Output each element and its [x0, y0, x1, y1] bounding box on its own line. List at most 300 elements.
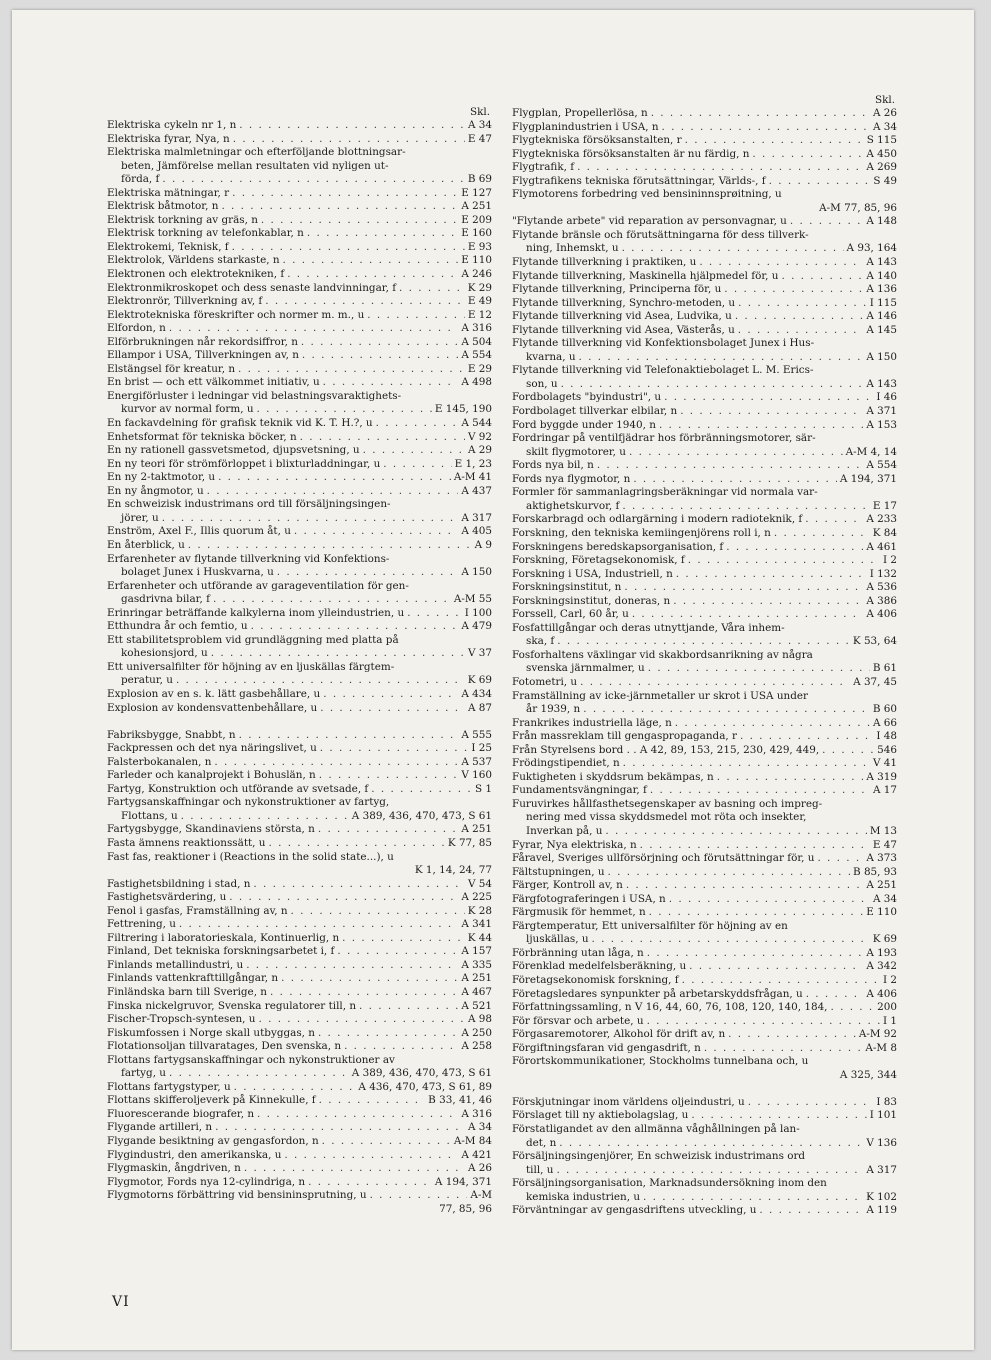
page-reference: V 92 — [467, 430, 492, 443]
entry-line — [512, 635, 897, 649]
entry-line — [512, 717, 897, 731]
index-entry — [107, 607, 492, 621]
entry-line — [107, 729, 492, 743]
entry-text: Ellampor i USA, Tillverkningen av, n — [107, 349, 299, 362]
index-entry — [107, 851, 492, 865]
page-reference: M 13 — [869, 824, 897, 837]
dot-leader — [367, 309, 465, 323]
dot-leader — [651, 107, 870, 121]
page-reference: A 269 — [866, 161, 897, 174]
entry-line — [107, 986, 492, 1000]
index-entry — [512, 920, 897, 947]
page-reference: I 100 — [464, 606, 492, 619]
entry-line — [107, 647, 492, 661]
entry-text: Förortskommunikationer, Stockholms tunnelbana och, u — [512, 1055, 809, 1068]
entry-text: Filtrering i laboratorieskala, Kontinuerlig, n — [107, 931, 340, 944]
dot-leader — [320, 742, 469, 756]
entry-line — [512, 107, 897, 121]
dot-leader — [806, 988, 864, 1002]
index-entry — [107, 390, 492, 417]
entry-line — [512, 866, 897, 880]
entry-text: Flygtekniska försöksanstalten är nu färdig, n — [512, 147, 750, 160]
index-entry — [107, 444, 492, 458]
page-reference: A 98 — [467, 1013, 492, 1026]
entry-line — [512, 676, 897, 690]
entry-text: Fosforhaltens växlingar vid skakbordsanrikning av några — [512, 648, 813, 661]
entry-line — [512, 1137, 897, 1151]
dot-leader — [629, 446, 843, 460]
index-entry — [107, 891, 492, 905]
dot-leader — [774, 527, 870, 541]
dot-leader — [265, 295, 465, 309]
index-entry — [512, 649, 897, 676]
entry-line — [107, 403, 492, 417]
page-reference: A-M — [470, 1189, 492, 1202]
dot-leader — [740, 730, 873, 744]
entry-text: Finländska barn till Sverige, n — [107, 986, 267, 998]
index-entry — [512, 310, 897, 324]
page-reference: A 341 — [461, 918, 492, 931]
page-reference: E 49 — [467, 295, 492, 308]
dot-leader — [188, 539, 472, 553]
entry-text: Etthundra år och femtio, u — [107, 620, 248, 633]
dot-leader — [221, 200, 458, 214]
dot-leader — [649, 906, 864, 920]
entry-line — [512, 256, 897, 270]
entry-text: Fotometri, u — [512, 675, 578, 688]
entry-line — [512, 486, 897, 500]
entry-text: Elektrisk båtmotor, n — [107, 200, 219, 213]
entry-line — [107, 282, 492, 296]
entry-text: Finland, Det tekniska forskningsarbetet i, f — [107, 945, 335, 958]
index-entry — [107, 837, 492, 851]
page-reference: I 1 — [882, 1014, 897, 1027]
entry-text: Fenol i gasfas, Framställning av, n — [107, 904, 288, 917]
entry-text: Falsterbokanalen, n — [107, 755, 212, 768]
entry-text: Försäljningsorganisation, Marknadsundersökning inom den — [512, 1177, 827, 1190]
dot-leader — [323, 688, 458, 702]
entry-text: Fastighetsbildning i stad, n — [107, 877, 251, 890]
page-reference: K 28 — [467, 904, 492, 917]
entry-text: Erinringar beträffande kalkylerna inom ylleindustrien, u — [107, 606, 405, 619]
page-reference: A 9 — [474, 538, 492, 551]
dot-leader — [676, 568, 867, 582]
index-entry — [107, 1000, 492, 1014]
page-reference: E 12 — [467, 308, 492, 321]
entry-text: Från Styrelsens bord . . A 42, 89, 153, 215, 230, 429, 449, — [512, 743, 820, 756]
page-reference: A 325, 344 — [839, 1068, 897, 1081]
entry-line — [512, 690, 897, 704]
entry-text: Flytande tillverkning, Principerna för, u — [512, 283, 722, 296]
entry-line — [107, 336, 492, 350]
section-gap — [512, 1082, 897, 1096]
page-reference: A 250 — [461, 1026, 492, 1039]
index-entry — [107, 1040, 492, 1054]
page-reference: A 544 — [461, 417, 492, 430]
index-entry — [512, 1015, 897, 1029]
entry-line — [512, 554, 897, 568]
entry-line — [107, 525, 492, 539]
entry-text: Flytande tillverkning, Maskinella hjälpmedel för, u — [512, 269, 779, 282]
entry-text: Ett universalfilter för höjning av en ljuskällas färgtem- — [107, 660, 395, 673]
page-reference: A 316 — [461, 322, 492, 335]
index-entry — [512, 1150, 897, 1177]
page-reference: V 41 — [872, 757, 897, 770]
entry-text: Flygande besiktning av gengasfordon, n — [107, 1135, 319, 1148]
index-entry — [107, 932, 492, 946]
index-entry — [107, 1027, 492, 1041]
entry-line — [107, 566, 492, 580]
index-entry — [512, 1123, 897, 1150]
page-reference: A 119 — [866, 1204, 897, 1217]
entry-line — [107, 187, 492, 201]
page-reference: A 504 — [461, 335, 492, 348]
page-reference: A 258 — [461, 1040, 492, 1053]
index-entry — [512, 1042, 897, 1056]
index-entry — [107, 336, 492, 350]
dot-leader — [308, 1176, 432, 1190]
page-reference: E 47 — [467, 132, 492, 145]
entry-text: Flygindustri, den amerikanska, u — [107, 1148, 282, 1161]
entry-line — [107, 431, 492, 445]
dot-leader — [218, 471, 451, 485]
entry-line — [107, 580, 492, 594]
index-entry — [107, 1149, 492, 1163]
entry-line — [512, 188, 897, 202]
entry-line — [512, 121, 897, 135]
entry-text: Furuvirkes hållfasthetsegenskaper av basning och impreg- — [512, 797, 823, 810]
dot-leader — [344, 1040, 458, 1054]
index-entry — [107, 783, 492, 797]
page-reference: A 34 — [872, 120, 897, 133]
index-entry — [107, 702, 492, 716]
entry-text: Fackpressen och det nya näringslivet, u — [107, 742, 317, 755]
index-entry — [512, 554, 897, 568]
index-entry — [512, 324, 897, 338]
entry-line — [107, 268, 492, 282]
page-reference: A 479 — [461, 620, 492, 633]
index-entry — [512, 974, 897, 988]
entry-text: ska, f — [526, 635, 555, 648]
entry-text: Frödingstipendiet, n — [512, 757, 620, 770]
index-entry — [107, 295, 492, 309]
entry-text: Elstängsel för kreatur, n — [107, 362, 236, 375]
dot-leader — [399, 282, 465, 296]
entry-text: kohesionsjord, u — [121, 647, 208, 660]
entry-line — [107, 485, 492, 499]
dot-leader — [283, 254, 459, 268]
entry-text: En ny 2-taktmotor, u — [107, 471, 216, 484]
entry-text: kurvor av normal form, u — [121, 403, 254, 416]
entry-text: Fastighetsvärdering, u — [107, 891, 227, 904]
dot-leader — [724, 283, 863, 297]
dot-leader — [281, 972, 458, 986]
page-reference: A-M 8 — [865, 1041, 897, 1054]
entry-line — [107, 851, 492, 865]
page-reference: A 434 — [461, 687, 492, 700]
entry-text: Elektrisk torkning av telefonkablar, n — [107, 227, 304, 240]
page-reference: A 251 — [461, 972, 492, 985]
page-reference: E 145, 190 — [434, 403, 492, 416]
entry-text: Forskning, den tekniska kemiingenjörens roll i, n — [512, 526, 771, 539]
entry-text: Flytande tillverkning vid Asea, Ludvika, u — [512, 310, 732, 323]
entry-line — [107, 1067, 492, 1081]
dot-leader — [214, 756, 458, 770]
dot-leader — [169, 1067, 349, 1081]
index-entry — [512, 1001, 897, 1015]
index-entry — [107, 485, 492, 499]
entry-text: nering med vissa skyddsmedel mot röta och insekter, — [526, 811, 807, 824]
page-reference: A-M 84 — [453, 1135, 492, 1148]
dot-leader — [284, 1149, 458, 1163]
dot-leader — [682, 974, 880, 988]
entry-line — [107, 1054, 492, 1068]
page-reference: B 85, 93 — [853, 865, 897, 878]
page-reference: I 46 — [876, 391, 897, 404]
index-entry — [512, 581, 897, 595]
entry-line — [512, 1055, 897, 1069]
dot-leader — [647, 1015, 880, 1029]
entry-text: Förbränning utan låga, n — [512, 946, 644, 959]
page-column-header: Skl. — [469, 106, 490, 118]
page-reference: K 84 — [872, 526, 897, 539]
index-entry — [512, 527, 897, 541]
index-entry — [512, 608, 897, 622]
dot-leader — [680, 405, 863, 419]
entry-line — [512, 432, 897, 446]
dot-leader — [752, 148, 863, 162]
dot-leader — [233, 133, 465, 147]
index-entry — [512, 283, 897, 297]
index-entry — [512, 798, 897, 839]
entry-text: Fartygsanskaffningar och nykonstruktioner av fartyg, — [107, 796, 390, 809]
dot-leader — [790, 215, 863, 229]
dot-leader — [557, 635, 850, 649]
entry-text: Färgtemperatur, Ett universalfilter för höjning av en — [512, 919, 788, 932]
entry-line — [107, 458, 492, 472]
entry-text: Färgfotograferingen i USA, n — [512, 892, 666, 905]
index-entry — [107, 864, 492, 878]
page-reference: I 132 — [869, 567, 897, 580]
dot-leader — [257, 1108, 458, 1122]
entry-text: Förslaget till ny aktiebolagslag, u — [512, 1109, 689, 1122]
page-reference: A 37, 45 — [853, 675, 897, 688]
index-entry — [512, 148, 897, 162]
page-reference: E 47 — [872, 838, 897, 851]
dot-leader — [633, 473, 837, 487]
left-entries — [107, 119, 492, 1216]
index-entry — [512, 391, 897, 405]
entry-line — [512, 419, 897, 433]
dot-leader — [301, 336, 458, 350]
page-reference: A 34 — [872, 892, 897, 905]
entry-line — [512, 202, 897, 216]
entry-text: Forskningsinstitut, n — [512, 581, 622, 594]
entry-text: Flytande tillverkning i praktiken, u — [512, 256, 697, 269]
index-entry — [107, 376, 492, 390]
page-reference: 77, 85, 96 — [439, 1202, 492, 1215]
dot-leader — [688, 554, 880, 568]
entry-text: Finlands metallindustri, u — [107, 958, 244, 971]
entry-text: Fasta ämnens reaktionssätt, u — [107, 836, 266, 849]
entry-text: Flytande tillverkning vid Asea, Västerås, u — [512, 323, 735, 336]
page-reference: V 37 — [467, 647, 492, 660]
dot-leader — [640, 839, 870, 853]
index-entry — [512, 1204, 897, 1218]
entry-text: aktighetskurvor, f — [526, 499, 620, 512]
entry-line — [107, 254, 492, 268]
entry-line — [512, 1204, 897, 1218]
page-reference: A 194, 371 — [434, 1175, 492, 1188]
entry-text: Fluorescerande biografer, n — [107, 1107, 255, 1120]
index-entry — [512, 866, 897, 880]
entry-text: fartyg, u — [121, 1067, 167, 1080]
entry-text: jörer, u — [121, 511, 159, 524]
entry-line — [512, 242, 897, 256]
entry-line — [512, 1150, 897, 1164]
dot-leader — [319, 769, 459, 783]
page-reference: A 87 — [467, 701, 492, 714]
dot-leader — [632, 608, 864, 622]
entry-line — [107, 227, 492, 241]
index-entry — [512, 676, 897, 690]
dot-leader — [759, 1204, 863, 1218]
entry-line — [107, 295, 492, 309]
dot-leader — [383, 458, 451, 472]
entry-text: Forskning i USA, Industriell, n — [512, 567, 673, 580]
entry-text: Forskarbragd och odlargärning i modern radioteknik, f — [512, 513, 803, 526]
index-entry — [107, 187, 492, 201]
entry-text: Förstatligandet av den allmänna våghållningen på lan- — [512, 1123, 800, 1136]
page-reference: A 251 — [461, 823, 492, 836]
entry-line — [512, 974, 897, 988]
entry-line — [512, 879, 897, 893]
index-entry — [512, 690, 897, 717]
dot-leader — [579, 351, 864, 365]
entry-text: skilt flygmotorer, u — [526, 445, 626, 458]
page-reference: K 102 — [866, 1190, 897, 1203]
index-page — [12, 10, 974, 1350]
dot-leader — [726, 541, 863, 555]
entry-text: Företagsekonomisk forskning, f — [512, 974, 679, 986]
entry-text: Elektriska mätningar, r — [107, 186, 230, 199]
index-entry — [107, 972, 492, 986]
index-entry — [512, 134, 897, 148]
page-reference: A 406 — [866, 987, 897, 1000]
dot-leader — [376, 417, 459, 431]
page-reference: A 93, 164 — [846, 242, 897, 255]
entry-line — [512, 852, 897, 866]
page-reference: A 251 — [866, 879, 897, 892]
page-reference: V 136 — [866, 1136, 897, 1149]
index-entry — [512, 513, 897, 527]
page-reference: S 115 — [866, 134, 897, 147]
entry-line — [107, 702, 492, 716]
dot-leader — [169, 322, 458, 336]
entry-line — [107, 1013, 492, 1027]
entry-text: Elektronmikroskopet och dess senaste landvinningar, f — [107, 281, 397, 294]
index-entry — [107, 146, 492, 187]
entry-text: Flymotorens forbedring ved bensininnsprøitning, u — [512, 188, 782, 201]
entry-line — [107, 553, 492, 567]
entry-text: år 1939, n — [526, 703, 581, 716]
entry-text: En ny teori för strömförloppet i blixturladdningar, u — [107, 457, 381, 470]
entry-text: Flytande tillverkning vid Telefonaktiebolaget L. M. Erics- — [512, 364, 814, 377]
dot-leader — [699, 256, 863, 270]
dot-leader — [556, 1164, 863, 1178]
entry-line — [512, 1109, 897, 1123]
index-entry — [512, 107, 897, 121]
dot-leader — [622, 242, 844, 256]
entry-line — [512, 134, 897, 148]
page-reference: A-M 4, 14 — [845, 445, 897, 458]
index-entry — [107, 309, 492, 323]
entry-line — [512, 608, 897, 622]
entry-line — [512, 161, 897, 175]
entry-text: Från massreklam till gengaspropaganda, r — [512, 730, 737, 743]
entry-text: Förgasaremotorer, Alkohol för drift av, n — [512, 1028, 726, 1041]
dot-leader — [179, 918, 458, 932]
entry-text: Fast fas, reaktioner i (Reactions in the solid state...), u — [107, 850, 394, 863]
index-entry — [107, 661, 492, 688]
entry-line — [512, 1015, 897, 1029]
index-entry — [512, 270, 897, 284]
index-entry — [107, 1189, 492, 1203]
entry-line — [107, 810, 492, 824]
entry-line — [107, 823, 492, 837]
entry-line — [512, 757, 897, 771]
page-reference: A 140 — [866, 269, 897, 282]
entry-line — [512, 215, 897, 229]
entry-line — [512, 541, 897, 555]
entry-line — [107, 1108, 492, 1122]
entry-text: Fordbolaget tillverkar elbilar, n — [512, 405, 678, 418]
entry-line — [512, 310, 897, 324]
dot-leader — [662, 121, 870, 135]
page-reference: A 194, 371 — [839, 472, 897, 485]
entry-line — [512, 473, 897, 487]
entry-line — [512, 148, 897, 162]
entry-line — [512, 378, 897, 392]
entry-text: Fabriksbygge, Snabbt, n — [107, 728, 236, 741]
page-reference: K 69 — [872, 933, 897, 946]
entry-line — [512, 527, 897, 541]
entry-line — [107, 1203, 492, 1217]
index-entry — [107, 823, 492, 837]
entry-text: Explosion av kondensvattenbehållare, u — [107, 701, 318, 714]
entry-text: En fackavdelning för grafisk teknik vid K. T. H.?, u — [107, 417, 373, 430]
dot-leader — [728, 1028, 856, 1042]
page-reference: A 461 — [866, 540, 897, 553]
entry-line — [107, 918, 492, 932]
page-reference: A 34 — [467, 1121, 492, 1134]
entry-text: Färger, Kontroll av, n — [512, 879, 623, 892]
entry-text: kemiska industrien, u — [526, 1190, 641, 1203]
entry-text: Fischer-Tropsch-syntesen, u — [107, 1013, 256, 1026]
entry-text: ning, Inhemskt, u — [526, 242, 619, 255]
page-reference: A 316 — [461, 1107, 492, 1120]
entry-text: En ny rationell gassvetsmetod, djupsvetsning, u — [107, 444, 360, 457]
right-index-column — [512, 94, 897, 1218]
entry-line — [107, 376, 492, 390]
entry-line — [107, 607, 492, 621]
dot-leader — [626, 879, 864, 893]
index-entry — [512, 839, 897, 853]
entry-text: beten, Jämförelse mellan resultaten vid nyligen ut- — [121, 159, 389, 172]
entry-line — [107, 959, 492, 973]
dot-leader — [234, 1081, 356, 1095]
entry-text: Ford byggde under 1940, n — [512, 418, 656, 431]
